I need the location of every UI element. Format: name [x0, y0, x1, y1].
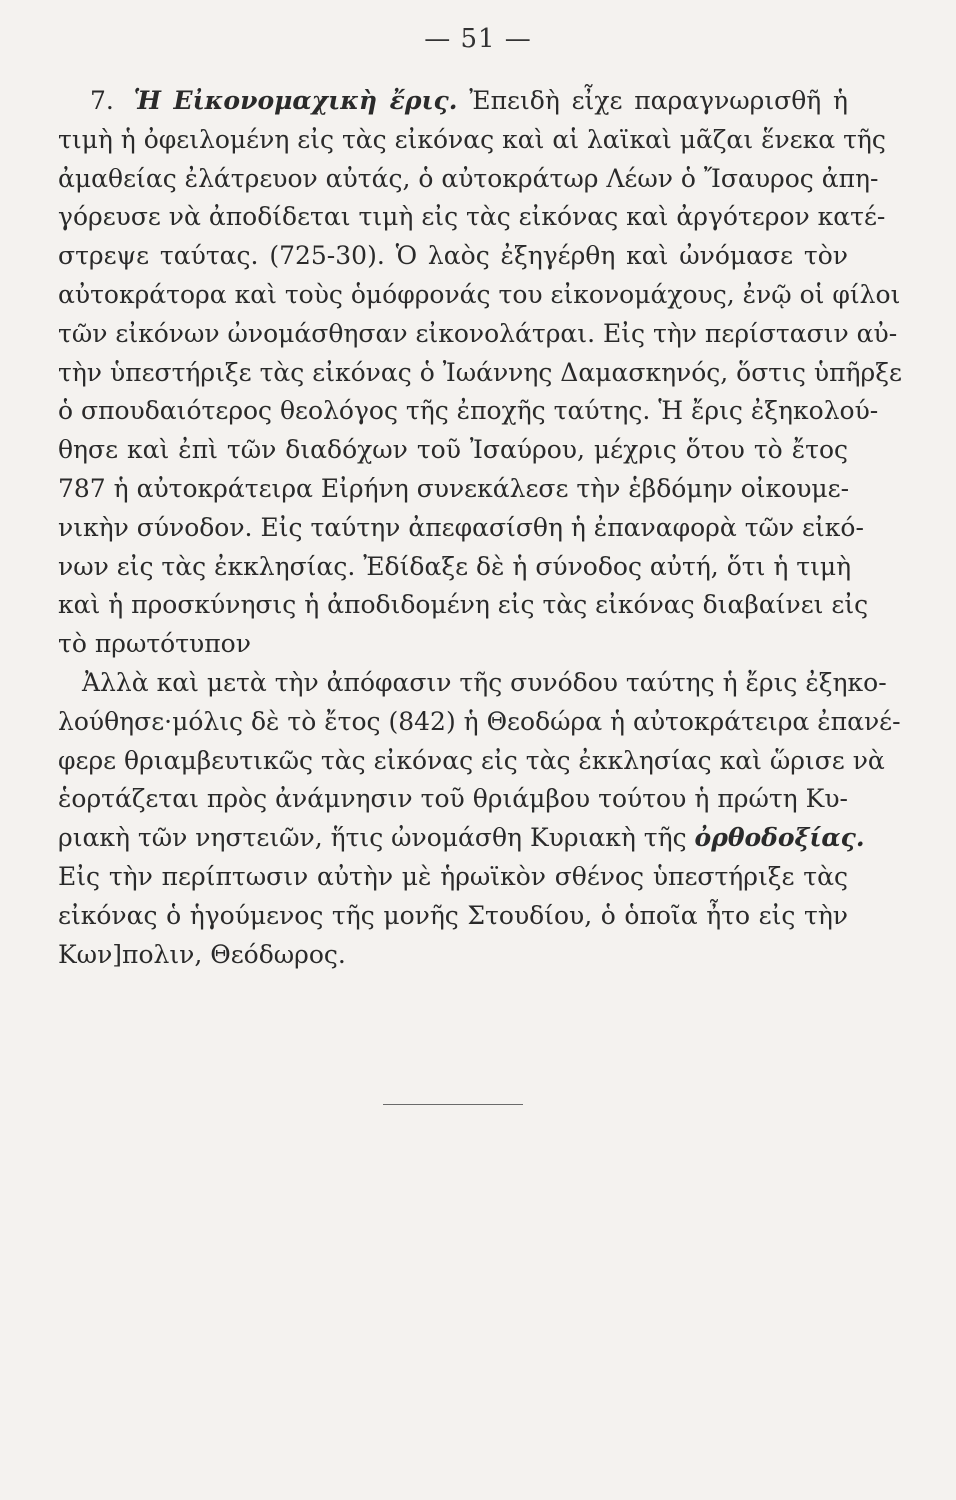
text-line: τῶν εἰκόνων ὠνομάσθησαν εἰκονολάτραι. Εἰς τὴν περίστασιν αὐ- — [58, 318, 898, 348]
text-line: θησε καὶ ἐπὶ τῶν διαδόχων τοῦ Ἰσαύρου, μέχρις ὅτου τὸ ἔτος — [58, 435, 848, 465]
text-line: ἑορτάζεται πρὸς ἀνάμνησιν τοῦ θριάμβου τούτου ἡ πρώτη Κυ- — [58, 784, 848, 814]
footnote-separator-rule — [383, 1104, 523, 1105]
text-line: λούθησε·μόλις δὲ τὸ ἔτος (842) ἡ Θεοδώρα ἡ αὐτοκράτειρα ἐπανέ- — [58, 706, 901, 736]
text-line: Ἀλλὰ καὶ μετὰ τὴν ἀπόφασιν τῆς συνόδου ταύτης ἡ ἔρις ἐξηκο- — [82, 667, 887, 697]
emphasized-word: ὀρθοδοξίας. — [694, 823, 865, 853]
page-number: — 51 — — [424, 24, 532, 54]
text-line: τιμὴ ἡ ὀφειλομένη εἰς τὰς εἰκόνας καὶ αἱ λαϊκαὶ μᾶζαι ἕνεκα τῆς — [58, 124, 886, 154]
text-line: τὴν ὑπεστήριξε τὰς εἰκόνας ὁ Ἰωάννης Δαμασκηνός, ὅστις ὑπῆρξε — [58, 357, 902, 387]
section-title: Ἡ Εἰκονομαχικὴ ἔρις. — [133, 86, 458, 115]
text-line: γόρευσε νὰ ἀποδίδεται τιμὴ εἰς τὰς εἰκόνας καὶ ἀργότερον κατέ- — [58, 202, 886, 232]
text-line: εἰκόνας ὁ ἡγούμενος τῆς μονῆς Στουδίου, ὁ ὁποῖα ἦτο εἰς τὴν — [58, 900, 848, 930]
text-line — [58, 82, 848, 121]
text-line: καὶ ἡ προσκύνησις ἡ ἀποδιδομένη εἰς τὰς εἰκόνας διαβαίνει εἰς — [58, 590, 869, 620]
text-line: φερε θριαμβευτικῶς τὰς εἰκόνας εἰς τὰς ἐκκλησίας καὶ ὥρισε νὰ — [58, 745, 885, 775]
text-line-content: Ἐπειδὴ εἶχε παραγνωρισθῆ ἡ — [469, 86, 848, 115]
text-line — [58, 819, 865, 858]
text-line: Εἰς τὴν περίπτωσιν αὐτὴν μὲ ἡρωϊκὸν σθένος ὑπεστήριξε τὰς — [58, 861, 848, 891]
text-line: νων εἰς τὰς ἐκκλησίας. Ἐδίδαξε δὲ ἡ σύνοδος αὐτή, ὅτι ἡ τιμὴ — [58, 551, 852, 581]
text-line: Κων]πολιν, Θεόδωρος. — [58, 939, 346, 969]
text-line: αὐτοκράτορα καὶ τοὺς ὁμόφρονάς του εἰκονομάχους, ἐνῷ οἱ φίλοι — [58, 279, 901, 309]
text-line: νικὴν σύνοδον. Εἰς ταύτην ἀπεφασίσθη ἡ ἐπαναφορὰ τῶν εἰκό- — [58, 512, 864, 542]
text-line: στρεψε ταύτας. (725-30). Ὁ λαὸς ἐξηγέρθη καὶ ὠνόμασε τὸν — [58, 241, 848, 271]
text-line: τὸ πρωτότυπον — [58, 629, 251, 659]
text-line: 787 ἡ αὐτοκράτειρα Εἰρήνη συνεκάλεσε τὴν ἑβδόμην οἰκουμε- — [58, 473, 850, 503]
body-text — [58, 82, 902, 974]
text-line: ὁ σπουδαιότερος θεολόγος τῆς ἐποχῆς ταύτης. Ἡ ἔρις ἐξηκολού- — [58, 396, 879, 426]
text-line-content: ριακὴ τῶν νηστειῶν, ἥτις ὠνομάσθη Κυριακὴ τῆς — [58, 823, 687, 853]
text-line: ἀμαθείας ἐλάτρευον αὐτάς, ὁ αὐτοκράτωρ Λέων ὁ Ἴσαυρος ἀπη- — [58, 163, 879, 193]
section-number: 7. — [90, 86, 114, 115]
